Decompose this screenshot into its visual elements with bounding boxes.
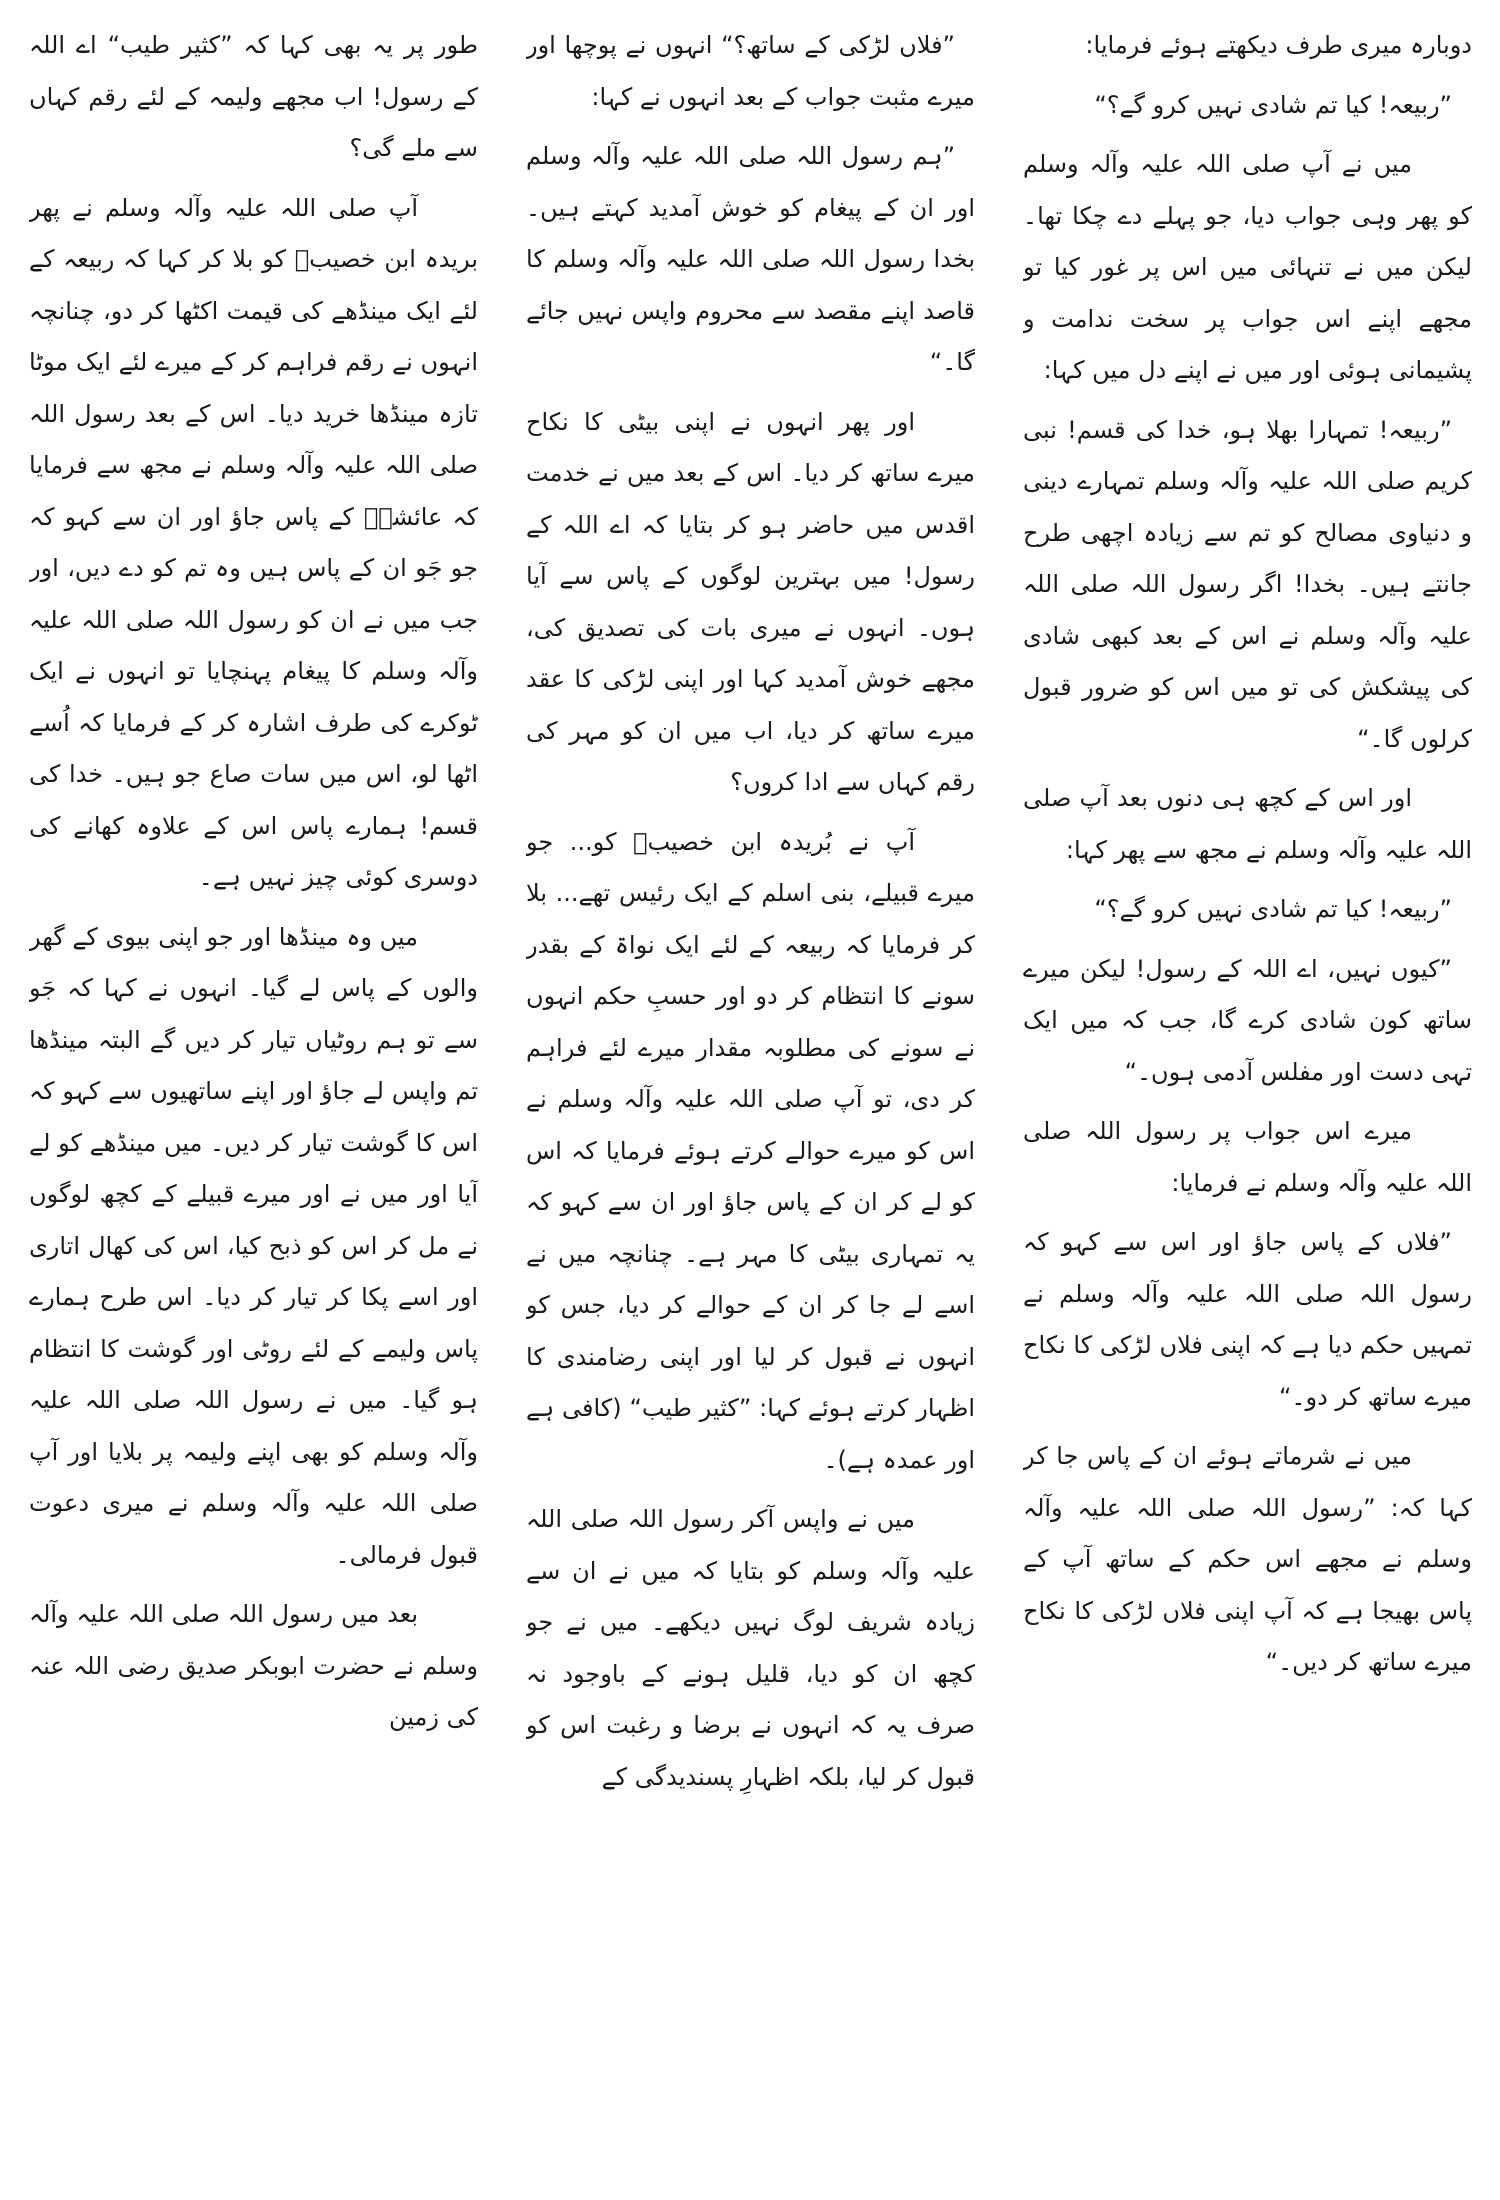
paragraph: ”ربیعہ! کیا تم شادی نہیں کرو گے؟“: [1094, 90, 1452, 119]
paragraph: بعد میں رسول اللہ صلی اللہ علیہ وآلہ وسلم نے حضرت ابوبکر صدیق رضی اللہ عنہ کی زمین: [29, 1600, 478, 1731]
paragraph: ”کیوں نہیں، اے اللہ کے رسول! لیکن میرے ساتھ کون شادی کرے گا، جب کہ میں ایک تہی دست اور مفلس آدمی ہوں۔“: [1023, 954, 1472, 1086]
paragraph: آپ صلی اللہ علیہ وآلہ وسلم نے پھر بریدہ ابن خصیبؓ کو بلا کر کہا کہ ربیعہ کے لئے ایک مینڈھے کی قیمت اکٹھا کر دو، چنانچہ انہوں نے رقم فراہم کر کے میرے لئے ایک موٹا تازہ مینڈھا خرید دیا۔ اس کے بعد رسول اللہ صلی اللہ علیہ وآلہ وسلم نے مجھ سے فرمایا کہ عائشہؓ کے پاس جاؤ اور ان سے کہو کہ جو جَو ان کے پاس ہیں وہ تم کو دے دیں، اور جب میں نے ان کو رسول اللہ صلی اللہ علیہ وآلہ وسلم کا پیغام پہنچایا تو انہوں نے ایک ٹوکرے کی طرف اشارہ کر کے فرمایا کہ اُسے اٹھا لو، اس میں سات صاع جو ہیں۔ خدا کی قسم! ہمارے پاس اس کے علاوہ کھانے کی دوسری کوئی چیز نہیں ہے۔: [29, 193, 478, 891]
paragraph: طور پر یہ بھی کہا کہ ”کثیر طیب“ اے اللہ کے رسول! اب مجھے ولیمہ کے لئے رقم کہاں سے ملے گی؟: [29, 31, 478, 162]
text-column-left: [29, 20, 478, 2180]
document-page: [28, 20, 1472, 2180]
paragraph: اور اس کے کچھ ہی دنوں بعد آپ صلی اللہ علیہ وآلہ وسلم نے مجھ سے پھر کہا:: [1023, 784, 1472, 864]
text-column-right: [1023, 20, 1472, 2180]
paragraph: میں نے شرماتے ہوئے ان کے پاس جا کر کہا کہ: ”رسول اللہ صلی اللہ علیہ وآلہ وسلم نے مجھے اس حکم کے ساتھ آپ کے پاس بھیجا ہے کہ آپ اپنی فلاں لڑکی کا نکاح میرے ساتھ کر دیں۔“: [1023, 1442, 1472, 1676]
paragraph: دوبارہ میری طرف دیکھتے ہوئے فرمایا:: [1085, 31, 1472, 59]
text-column-middle: [526, 20, 975, 2180]
paragraph: میرے اس جواب پر رسول اللہ صلی اللہ علیہ وآلہ وسلم نے فرمایا:: [1023, 1117, 1472, 1197]
paragraph: اور پھر انہوں نے اپنی بیٹی کا نکاح میرے ساتھ کر دیا۔ اس کے بعد میں نے خدمت اقدس میں حاضر ہو کر بتایا کہ اے اللہ کے رسول! میں بہترین لوگوں کے پاس سے آیا ہوں۔ انہوں نے میری بات کی تصدیق کی، مجھے خوش آمدید کہا اور اپنی لڑکی کا عقد میرے ساتھ کر دیا، اب میں ان کو مہر کی رقم کہاں سے ادا کروں؟: [526, 407, 975, 796]
paragraph: ”ربیعہ! کیا تم شادی نہیں کرو گے؟“: [1094, 895, 1452, 923]
paragraph: ”ہم رسول اللہ صلی اللہ علیہ وآلہ وسلم اور ان کے پیغام کو خوش آمدید کہتے ہیں۔ بخدا رسول اللہ صلی اللہ علیہ وآلہ وسلم کا قاصد اپنے مقصد سے محروم واپس نہیں جائے گا۔“: [526, 142, 975, 376]
paragraph: ”فلاں کے پاس جاؤ اور اس سے کہو کہ رسول اللہ صلی اللہ علیہ وآلہ وسلم نے تمہیں حکم دیا ہے کہ اپنی فلاں لڑکی کا نکاح میرے ساتھ کر دو۔“: [1023, 1228, 1472, 1411]
paragraph: آپ نے بُریدہ ابن خصیبؓ کو... جو میرے قبیلے، بنی اسلم کے ایک رئیس تھے... بلا کر فرمایا کہ ربیعہ کے لئے ایک نواۃ کے بقدر سونے کا انتظام کر دو اور حسبِ حکم انہوں نے سونے کی مطلوبہ مقدار میرے لئے فراہم کر دی، تو آپ صلی اللہ علیہ وآلہ وسلم نے اس کو میرے حوالے کرتے ہوئے فرمایا کہ اس کو لے کر ان کے پاس جاؤ اور ان سے کہو کہ یہ تمہاری بیٹی کا مہر ہے۔ چنانچہ میں نے اسے لے جا کر ان کے حوالے کر دیا، جس کو انہوں نے قبول کر لیا اور اپنی رضامندی کا اظہار کرتے ہوئے کہا: ”کثیر طیب“ (کافی ہے اور عمدہ ہے)۔: [526, 827, 975, 1474]
paragraph: میں نے واپس آکر رسول اللہ صلی اللہ علیہ وآلہ وسلم کو بتایا کہ میں نے ان سے زیادہ شریف لوگ نہیں دیکھے۔ میں نے جو کچھ ان کو دیا، قلیل ہونے کے باوجود نہ صرف یہ کہ انہوں نے برضا و رغبت اس کو قبول کر لیا، بلکہ اظہارِ پسندیدگی کے: [526, 1505, 975, 1791]
paragraph: ”فلاں لڑکی کے ساتھ؟“ انہوں نے پوچھا اور میرے مثبت جواب کے بعد انہوں نے کہا:: [526, 31, 975, 111]
paragraph: میں وہ مینڈھا اور جو اپنی بیوی کے گھر والوں کے پاس لے گیا۔ انہوں نے کہا کہ جَو سے تو ہم روٹیاں تیار کر دیں گے البتہ مینڈھا تم واپس لے جاؤ اور اپنے ساتھیوں سے کہو کہ اس کا گوشت تیار کر دیں۔ میں مینڈھے کو لے آیا اور میں نے اور میرے قبیلے کے کچھ لوگوں نے مل کر اس کو ذبح کیا، اس کی کھال اتاری اور اسے پکا کر تیار کر دیا۔ اس طرح ہمارے پاس ولیمے کے لئے روٹی اور گوشت کا انتظام ہو گیا۔ میں نے رسول اللہ صلی اللہ علیہ وآلہ وسلم کو بھی اپنے ولیمہ پر بلایا اور آپ صلی اللہ علیہ وآلہ وسلم نے میری دعوت قبول فرمالی۔: [29, 922, 478, 1569]
paragraph: ”ربیعہ! تمہارا بھلا ہو، خدا کی قسم! نبی کریم صلی اللہ علیہ وآلہ وسلم تمہارے دینی و دنیاوی مصالح کو تم سے زیادہ اچھی طرح جانتے ہیں۔ بخدا! اگر رسول اللہ صلی اللہ علیہ وآلہ وسلم نے اس کے بعد کبھی شادی کی پیشکش کی تو میں اس کو ضرور قبول کرلوں گا۔“: [1023, 415, 1472, 753]
paragraph: میں نے آپ صلی اللہ علیہ وآلہ وسلم کو پھر وہی جواب دیا، جو پہلے دے چکا تھا۔ لیکن میں نے تنہائی میں اس پر غور کیا تو مجھے اپنے اس جواب پر سخت ندامت و پشیمانی ہوئی اور میں نے اپنے دل میں کہا:: [1023, 150, 1472, 384]
